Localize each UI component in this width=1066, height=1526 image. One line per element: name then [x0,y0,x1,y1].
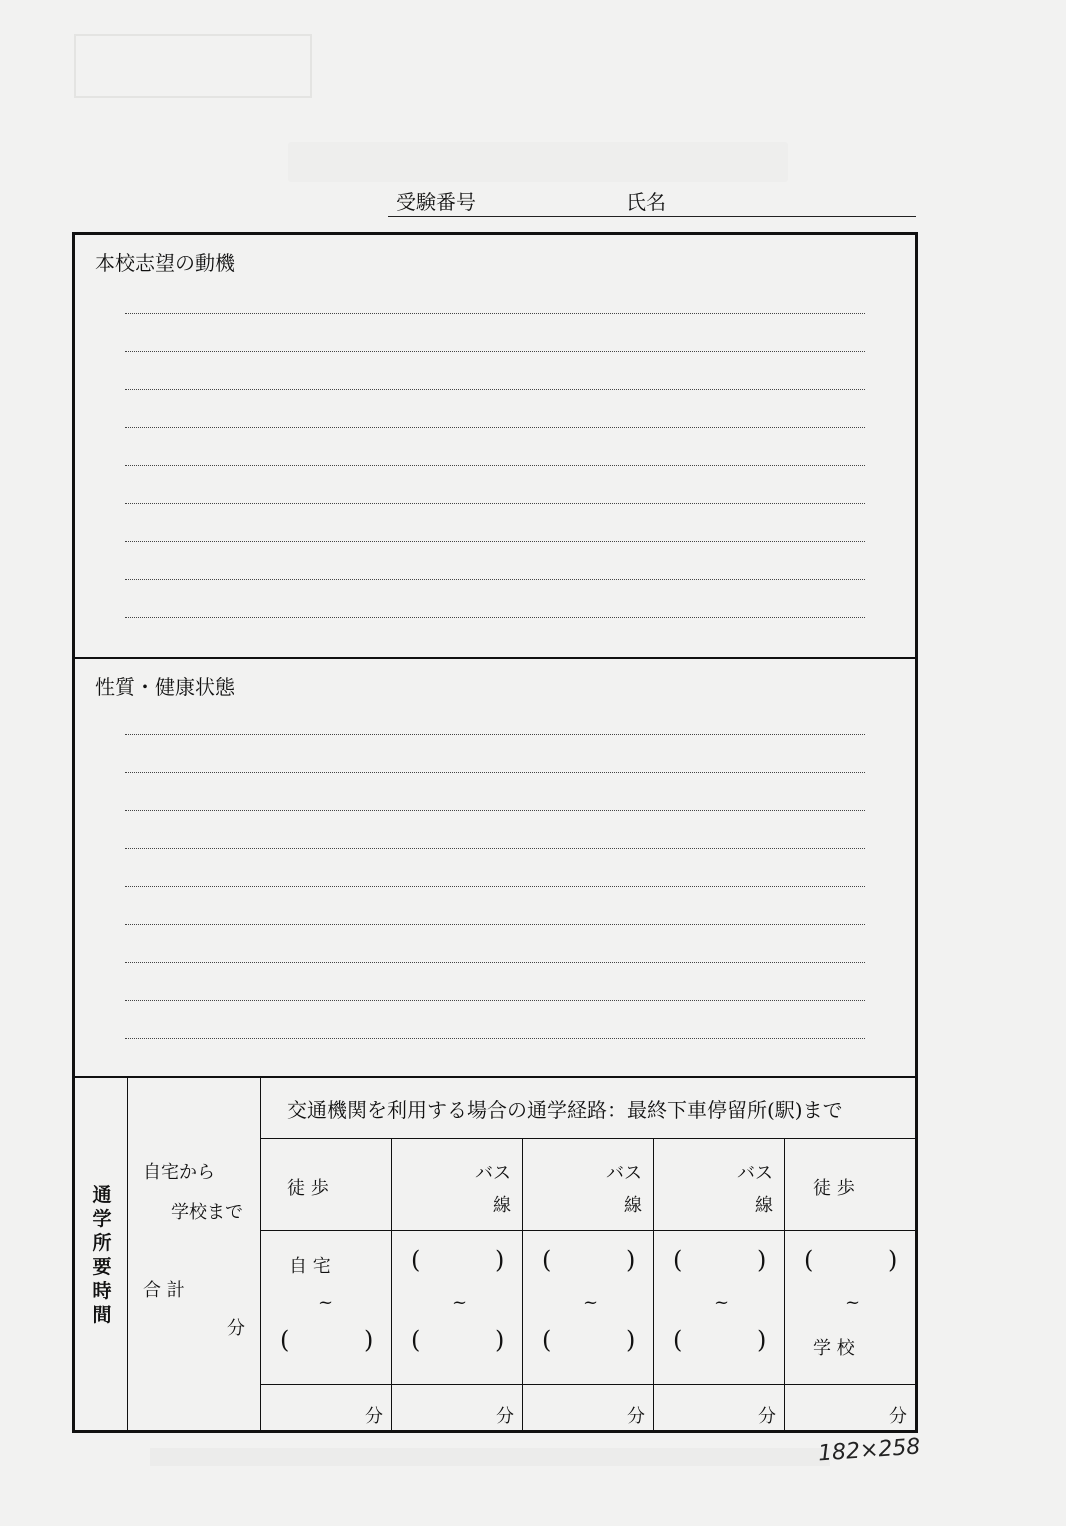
vertical-char: 時 [92,1280,112,1302]
paren-close: ) [888,1246,898,1274]
health-line[interactable] [125,1038,865,1039]
col-divider [391,1138,392,1430]
vertical-char: 学 [92,1208,112,1230]
form-header [388,186,916,217]
motive-title: 本校志望の動機 [95,251,235,275]
paren-open: ( [542,1326,552,1354]
minutes-unit: 分 [365,1406,383,1427]
health-title: 性質・健康状態 [95,675,235,699]
minutes-unit: 分 [889,1406,907,1427]
ghost-stamp-box [74,34,312,98]
health-line[interactable] [125,924,865,925]
col-divider [784,1138,785,1430]
handwritten-size-note: 182×258 [817,1434,922,1467]
vertical-char: 間 [92,1304,112,1326]
name-label: 氏名 [626,190,666,214]
walk-label-start: 徒 歩 [287,1178,329,1199]
paren-close: ) [626,1326,636,1354]
bus-label: バス [606,1163,642,1184]
motive-line[interactable] [125,313,865,314]
paren-open: ( [673,1326,683,1354]
health-line[interactable] [125,848,865,849]
bus-label: バス [737,1163,773,1184]
paren-open: ( [673,1246,683,1274]
to-school-label: 学校まで [171,1202,243,1223]
motive-line[interactable] [125,617,865,618]
ghost-footnote [150,1448,830,1466]
motive-section [75,235,915,659]
route-tilde: ~ [318,1292,334,1313]
health-line[interactable] [125,1000,865,1001]
home-label: 自 宅 [289,1256,331,1277]
route-tilde: ~ [452,1292,468,1313]
line-label: 線 [493,1195,511,1216]
paren-open: ( [411,1326,421,1354]
route-heading-row [261,1078,915,1139]
walk-label-end: 徒 歩 [813,1178,855,1199]
health-line[interactable] [125,810,865,811]
motive-line[interactable] [125,579,865,580]
motive-line[interactable] [125,427,865,428]
from-home-label: 自宅から [143,1162,215,1183]
motive-line[interactable] [125,541,865,542]
paren-close: ) [757,1246,767,1274]
health-line[interactable] [125,772,865,773]
motive-line[interactable] [125,351,865,352]
total-minutes-unit: 分 [227,1318,245,1339]
paren-open: ( [280,1326,290,1354]
motive-line[interactable] [125,465,865,466]
route-tilde: ~ [845,1292,861,1313]
line-label: 線 [624,1195,642,1216]
row-divider [261,1384,915,1385]
paren-close: ) [364,1326,374,1354]
paren-close: ) [626,1246,636,1274]
ghost-backside-title [288,142,788,182]
paren-close: ) [495,1326,505,1354]
route-tilde: ~ [583,1292,599,1313]
row-divider [261,1230,915,1231]
divider [127,1078,128,1430]
total-label: 合 計 [143,1280,185,1301]
application-form [72,232,918,1433]
bus-label: バス [475,1163,511,1184]
health-line[interactable] [125,962,865,963]
bus-line-label-3 [733,1158,773,1222]
route-tilde: ~ [714,1292,730,1313]
line-label: 線 [755,1195,773,1216]
col-divider [653,1138,654,1430]
motive-line[interactable] [125,503,865,504]
paren-open: ( [804,1246,814,1274]
minutes-unit: 分 [758,1406,776,1427]
bus-line-label-1 [471,1158,511,1222]
commute-vertical-title [89,1183,115,1327]
minutes-unit: 分 [496,1406,514,1427]
health-line[interactable] [125,734,865,735]
vertical-char: 通 [92,1184,112,1206]
exam-number-label: 受験番号 [396,190,476,214]
commute-section [75,1078,915,1430]
school-label: 学 校 [813,1338,855,1359]
col-divider [522,1138,523,1430]
paren-close: ) [757,1326,767,1354]
vertical-char: 要 [92,1256,112,1278]
paren-close: ) [495,1246,505,1274]
health-section [75,659,915,1078]
paren-open: ( [411,1246,421,1274]
vertical-char: 所 [92,1232,112,1254]
paren-open: ( [542,1246,552,1274]
health-line[interactable] [125,886,865,887]
route-heading: 交通機関を利用する場合の通学経路：最終下車停留所(駅)まで [287,1098,843,1122]
bus-line-label-2 [602,1158,642,1222]
motive-line[interactable] [125,389,865,390]
minutes-unit: 分 [627,1406,645,1427]
